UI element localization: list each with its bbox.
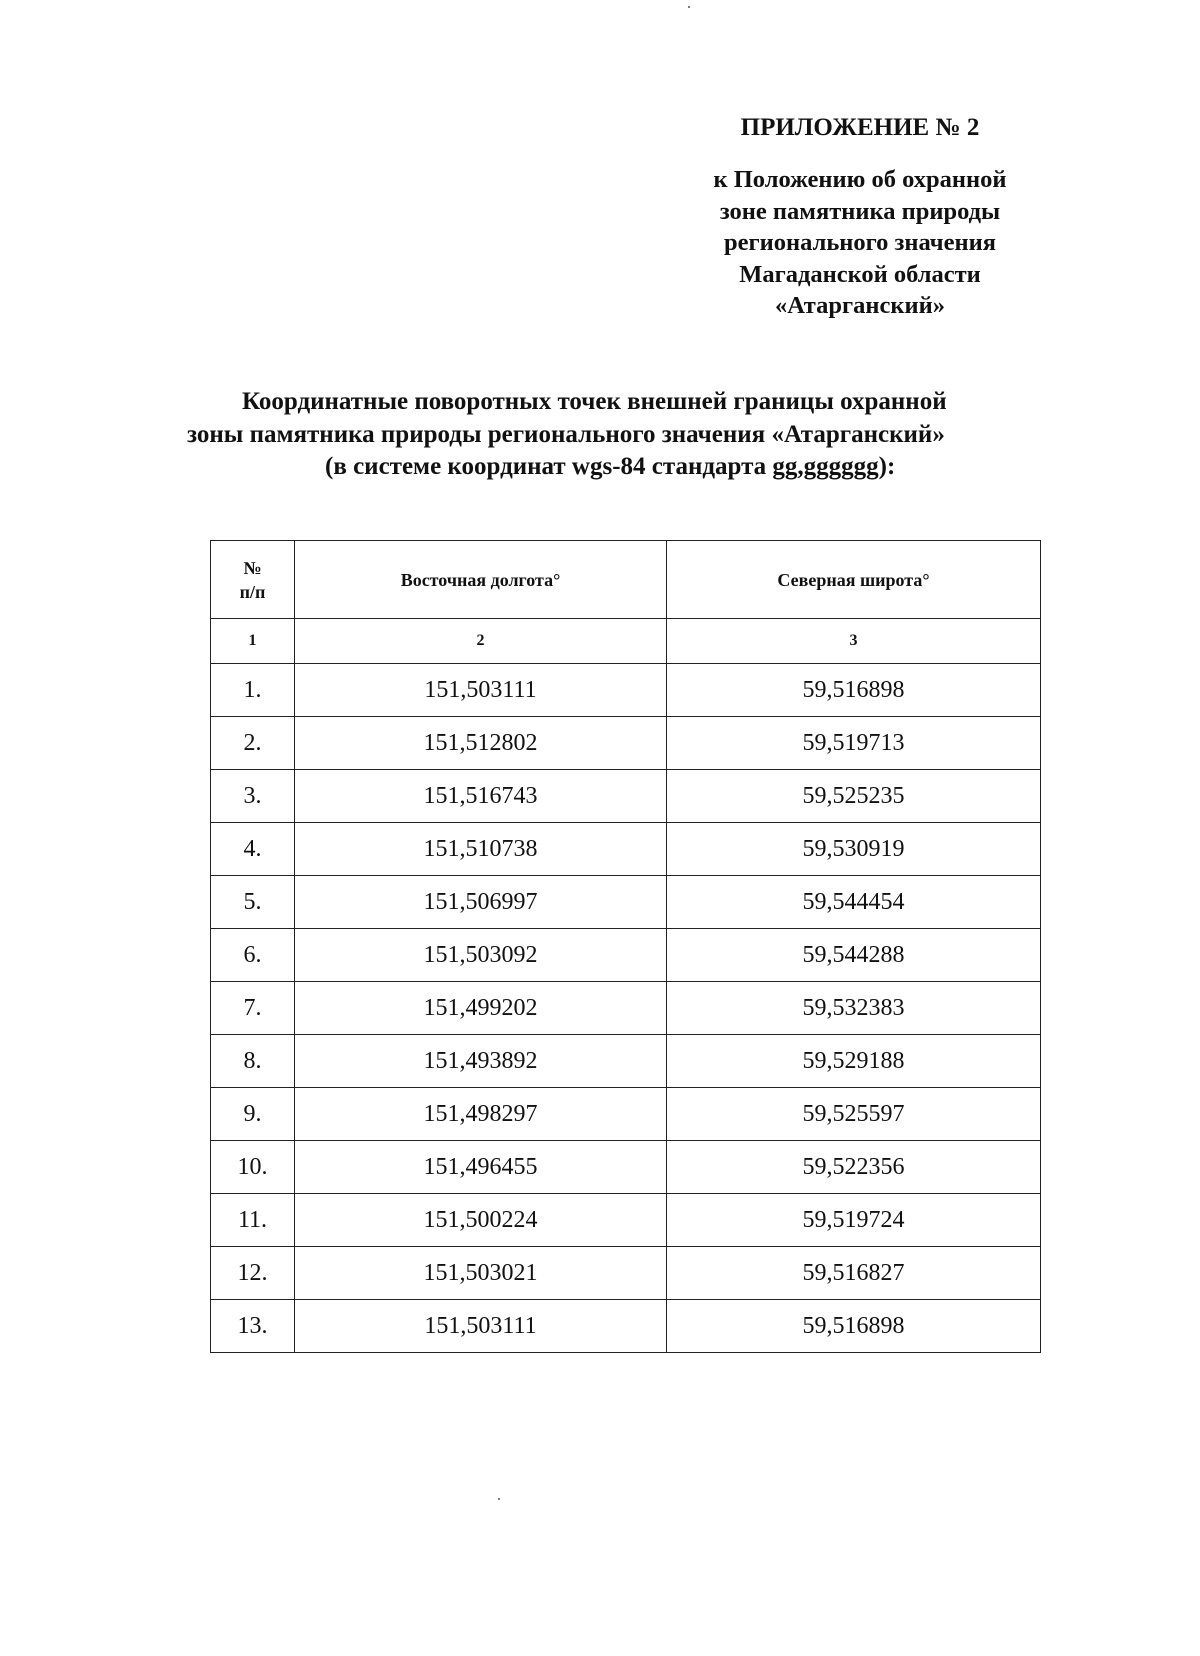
appendix-line: «Атарганский»	[775, 292, 945, 319]
appendix-title: ПРИЛОЖЕНИЕ № 2	[740, 114, 980, 141]
column-number: 3	[667, 619, 1041, 664]
row-number-cell: 6.	[211, 929, 295, 982]
longitude-cell: 151,496455	[295, 1141, 667, 1194]
row-number-cell: 12.	[211, 1247, 295, 1300]
heading-line: (в системе координат wgs-84 стандарта gg,gggggg):	[325, 453, 896, 480]
table-row	[211, 1300, 1041, 1353]
latitude-cell: 59,516898	[667, 664, 1041, 717]
table-row	[211, 929, 1041, 982]
column-number-row	[211, 619, 1041, 664]
header-index-abbr: п/п	[239, 581, 266, 602]
longitude-cell: 151,503092	[295, 929, 667, 982]
row-number-cell: 8.	[211, 1035, 295, 1088]
longitude-cell: 151,493892	[295, 1035, 667, 1088]
latitude-cell: 59,532383	[667, 982, 1041, 1035]
latitude-cell: 59,544454	[667, 876, 1041, 929]
column-number: 1	[211, 619, 295, 664]
latitude-cell: 59,522356	[667, 1141, 1041, 1194]
header-index	[211, 541, 295, 619]
latitude-cell: 59,516827	[667, 1247, 1041, 1300]
table-row	[211, 664, 1041, 717]
row-number-cell: 1.	[211, 664, 295, 717]
longitude-cell: 151,500224	[295, 1194, 667, 1247]
header-latitude: Северная широта°	[667, 541, 1041, 619]
longitude-cell: 151,499202	[295, 982, 667, 1035]
row-number-cell: 9.	[211, 1088, 295, 1141]
latitude-cell: 59,519724	[667, 1194, 1041, 1247]
document-heading	[150, 386, 1050, 484]
table-row	[211, 823, 1041, 876]
header-longitude: Восточная долгота°	[295, 541, 667, 619]
longitude-cell: 151,498297	[295, 1088, 667, 1141]
heading-line: зоны памятника природы регионального значения «Атарганский»	[187, 420, 945, 448]
table-row	[211, 1035, 1041, 1088]
column-number: 2	[295, 619, 667, 664]
longitude-cell: 151,512802	[295, 717, 667, 770]
table-header-row	[211, 541, 1041, 619]
row-number-cell: 11.	[211, 1194, 295, 1247]
appendix-line: Магаданской области	[739, 260, 981, 288]
row-number-cell: 5.	[211, 876, 295, 929]
row-number-cell: 4.	[211, 823, 295, 876]
appendix-line: регионального значения	[724, 229, 996, 256]
scan-speck	[688, 6, 690, 8]
heading-line: Координатные поворотных точек внешней границы охранной	[242, 388, 947, 415]
longitude-cell: 151,503021	[295, 1247, 667, 1300]
table-row	[211, 982, 1041, 1035]
table-row	[211, 770, 1041, 823]
latitude-cell: 59,519713	[667, 717, 1041, 770]
latitude-cell: 59,529188	[667, 1035, 1041, 1088]
row-number-cell: 7.	[211, 982, 295, 1035]
longitude-cell: 151,506997	[295, 876, 667, 929]
header-index-symbol: №	[243, 557, 262, 578]
appendix-line: зоне памятника природы	[719, 197, 1001, 225]
longitude-cell: 151,510738	[295, 823, 667, 876]
table-row	[211, 876, 1041, 929]
appendix-line: к Положению об охранной	[713, 166, 1007, 193]
longitude-cell: 151,516743	[295, 770, 667, 823]
table-row	[211, 717, 1041, 770]
longitude-cell: 151,503111	[295, 664, 667, 717]
latitude-cell: 59,544288	[667, 929, 1041, 982]
latitude-cell: 59,530919	[667, 823, 1041, 876]
longitude-cell: 151,503111	[295, 1300, 667, 1353]
row-number-cell: 13.	[211, 1300, 295, 1353]
latitude-cell: 59,525597	[667, 1088, 1041, 1141]
coordinates-table	[210, 540, 1041, 1353]
row-number-cell: 10.	[211, 1141, 295, 1194]
latitude-cell: 59,525235	[667, 770, 1041, 823]
row-number-cell: 2.	[211, 717, 295, 770]
table-row	[211, 1141, 1041, 1194]
table-row	[211, 1194, 1041, 1247]
table-row	[211, 1247, 1041, 1300]
appendix-block	[660, 112, 1060, 322]
latitude-cell: 59,516898	[667, 1300, 1041, 1353]
scan-speck	[498, 1498, 500, 1500]
table-row	[211, 1088, 1041, 1141]
row-number-cell: 3.	[211, 770, 295, 823]
